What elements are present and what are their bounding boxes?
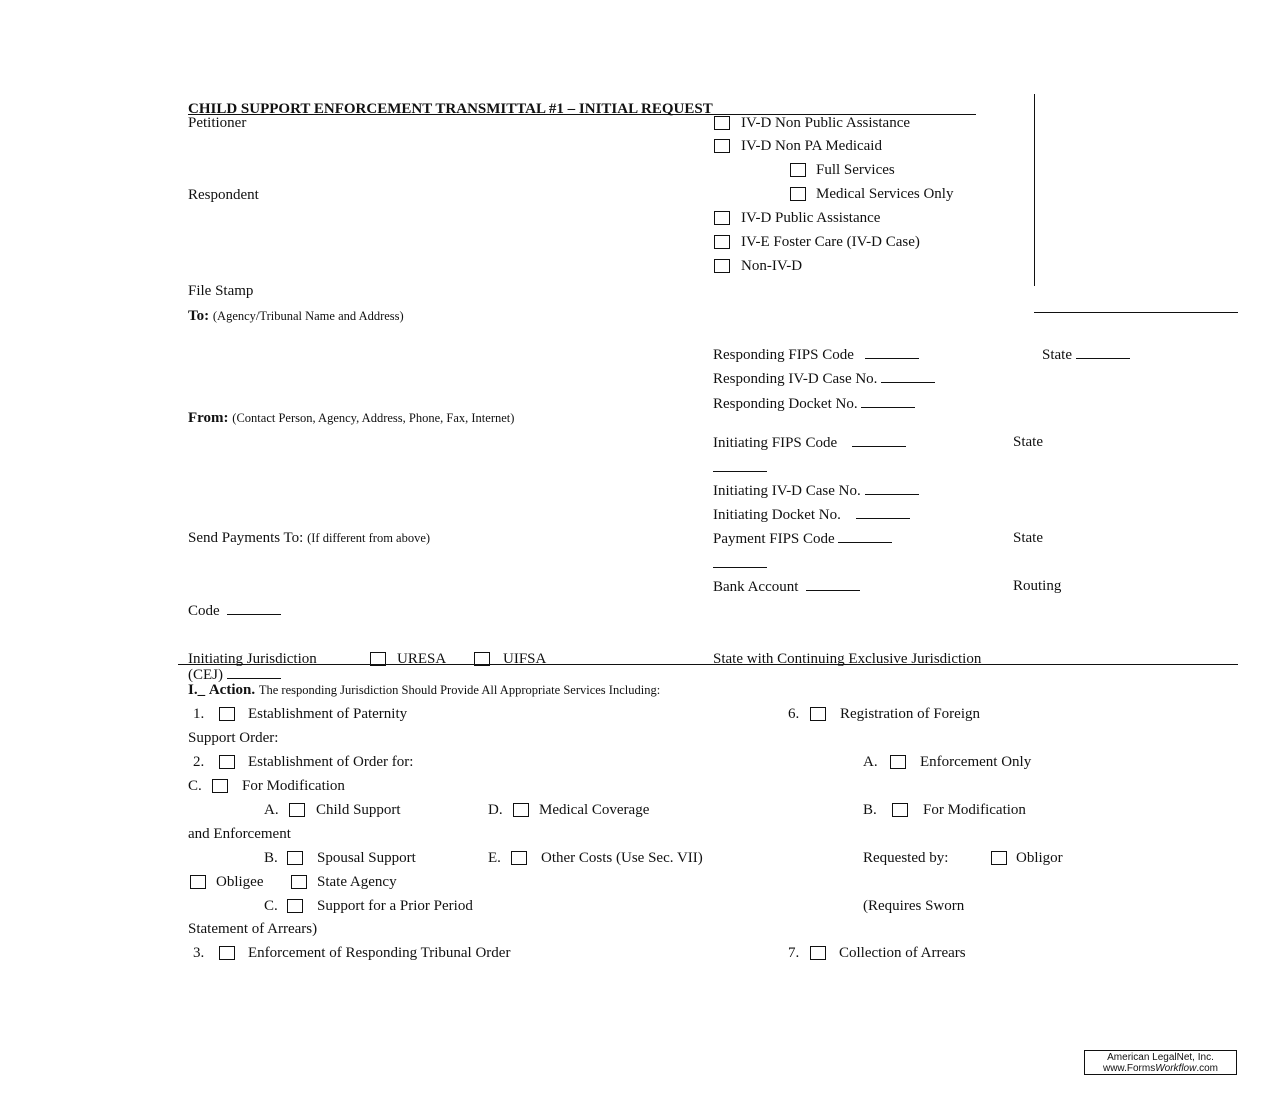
item-6-cont: Support Order:	[188, 730, 279, 746]
responding-case-label: Responding IV-D Case No.	[713, 371, 878, 387]
initiating-fips-label: Initiating FIPS Code	[713, 435, 838, 451]
item-2a-letter: A.	[264, 802, 279, 818]
item-7-label: Collection of Arrears	[839, 945, 966, 961]
from-line	[188, 409, 514, 427]
publisher-name: American LegalNet, Inc.	[1107, 1052, 1214, 1063]
action-heading: Action.	[208, 682, 256, 698]
responding-docket-label: Responding Docket No.	[713, 396, 858, 412]
case-type-label: IV-D Public Assistance	[741, 210, 881, 226]
item-6b-cont: and Enforcement	[188, 826, 291, 842]
publisher-logo	[1084, 1050, 1237, 1075]
checkbox-enforcement-responding-order[interactable]	[219, 946, 235, 960]
code-label: Code	[188, 603, 220, 619]
routing-code-line	[188, 601, 281, 620]
item-1-num: 1.	[193, 706, 205, 722]
sworn-note: (Requires Sworn	[863, 898, 965, 914]
file-stamp-label: File Stamp	[188, 283, 254, 299]
initiating-jurisdiction-label: Initiating Jurisdiction	[188, 651, 317, 667]
section-divider	[178, 664, 1238, 665]
send-payments-line	[188, 529, 430, 547]
checkbox-establishment-of-order[interactable]	[219, 755, 235, 769]
checkbox-iv-e-foster-care[interactable]	[714, 235, 730, 249]
initiating-state-label: State	[1013, 434, 1043, 450]
payment-state-label: State	[1013, 530, 1043, 546]
checkbox-non-iv-d[interactable]	[714, 259, 730, 273]
requested-by-label: Requested by:	[863, 850, 949, 866]
action-intro: The responding Jurisdiction Should Provide All Appropriate Services Including:	[258, 683, 661, 697]
cej-label: State with Continuing Exclusive Jurisdiction	[713, 651, 982, 667]
responding-docket-blank[interactable]	[861, 394, 915, 408]
bank-account-line	[713, 577, 860, 596]
responding-fips-label: Responding FIPS Code	[713, 347, 854, 363]
bank-account-blank[interactable]	[806, 577, 860, 591]
checkbox-medical-coverage[interactable]	[513, 803, 529, 817]
item-6a-letter: A.	[863, 754, 878, 770]
checkbox-other-costs[interactable]	[511, 851, 527, 865]
item-6c-label: For Modification	[242, 778, 345, 794]
case-type-label: IV-D Non PA Medicaid	[741, 138, 882, 154]
initiating-docket-line	[713, 505, 910, 524]
checkbox-collection-of-arrears[interactable]	[810, 946, 826, 960]
item-2c-label: Support for a Prior Period	[317, 898, 473, 914]
case-type-label: IV-D Non Public Assistance	[741, 115, 911, 131]
initiating-state-blank[interactable]	[713, 471, 767, 472]
to-line	[188, 307, 404, 325]
checkbox-state-agency[interactable]	[291, 875, 307, 889]
item-1-label: Establishment of Paternity	[248, 706, 408, 722]
responding-state-line	[1042, 345, 1130, 364]
to-note: (Agency/Tribunal Name and Address)	[212, 309, 404, 323]
obligee-label: Obligee	[216, 874, 264, 890]
petitioner-label: Petitioner	[188, 115, 247, 131]
routing-label: Routing	[1013, 578, 1062, 594]
send-payments-note: (If different from above)	[307, 531, 431, 545]
responding-case-line	[713, 369, 935, 388]
checkbox-registration-of-foreign[interactable]	[810, 707, 826, 721]
uifsa-label: UIFSA	[503, 651, 547, 667]
routing-code-blank[interactable]	[227, 601, 281, 615]
checkbox-enforcement-only[interactable]	[890, 755, 906, 769]
item-2d-label: Medical Coverage	[539, 802, 650, 818]
item-2e-label: Other Costs (Use Sec. VII)	[541, 850, 703, 866]
case-type-label: Full Services	[816, 162, 895, 178]
checkbox-support-prior-period[interactable]	[287, 899, 303, 913]
item-2-num: 2.	[193, 754, 205, 770]
initiating-case-line	[713, 481, 919, 500]
uresa-label: URESA	[397, 651, 447, 667]
send-payments-label: Send Payments To:	[188, 530, 304, 546]
payment-fips-label: Payment FIPS Code	[713, 531, 835, 547]
form-title: CHILD SUPPORT ENFORCEMENT TRANSMITTAL #1 – INITIAL REQUEST	[188, 101, 713, 117]
checkbox-establishment-of-paternity[interactable]	[219, 707, 235, 721]
initiating-docket-blank[interactable]	[856, 505, 910, 519]
item-7-num: 7.	[788, 945, 800, 961]
initiating-case-blank[interactable]	[865, 481, 919, 495]
payment-fips-line	[713, 529, 892, 548]
initiating-docket-label: Initiating Docket No.	[713, 507, 841, 523]
from-note: (Contact Person, Agency, Address, Phone, Fax, Internet)	[232, 411, 515, 425]
item-2d-letter: D.	[488, 802, 503, 818]
item-6c-letter: C.	[188, 778, 202, 794]
item-2a-label: Child Support	[316, 802, 401, 818]
initiating-fips-line	[713, 433, 906, 452]
item-2e-letter: E.	[488, 850, 501, 866]
item-2-label: Establishment of Order for:	[248, 754, 414, 770]
payment-fips-blank[interactable]	[838, 529, 892, 543]
case-type-label: IV-E Foster Care (IV-D Case)	[741, 234, 920, 250]
bank-account-label: Bank Account	[713, 579, 799, 595]
cej-blank[interactable]	[227, 665, 281, 679]
to-label: To:	[188, 308, 210, 324]
item-6a-label: Enforcement Only	[920, 754, 1032, 770]
responding-fips-line	[713, 345, 919, 364]
item-6b-label: For Modification	[923, 802, 1026, 818]
action-heading-num: I._	[188, 682, 206, 698]
checkbox-iv-d-non-public-assistance[interactable]	[714, 116, 730, 130]
respondent-label: Respondent	[188, 187, 259, 203]
item-6-num: 6.	[788, 706, 800, 722]
payment-state-blank[interactable]	[713, 567, 767, 568]
responding-fips-blank[interactable]	[865, 345, 919, 359]
item-6-label: Registration of Foreign	[840, 706, 980, 722]
responding-case-blank[interactable]	[881, 369, 935, 383]
checkbox-obligor[interactable]	[991, 851, 1007, 865]
checkbox-spousal-support[interactable]	[287, 851, 303, 865]
initiating-fips-blank[interactable]	[852, 433, 906, 447]
checkbox-modification-and-enforcement[interactable]	[892, 803, 908, 817]
responding-state-blank[interactable]	[1076, 345, 1130, 359]
state-label: State	[1042, 347, 1072, 363]
checkbox-obligee[interactable]	[190, 875, 206, 889]
state-agency-label: State Agency	[317, 874, 397, 890]
case-type-label: Non-IV-D	[741, 258, 803, 274]
checkbox-iv-d-non-pa-medicaid[interactable]	[714, 139, 730, 153]
item-6b-letter: B.	[863, 802, 877, 818]
cej-abbrev: (CEJ)	[188, 667, 223, 683]
item-3-label: Enforcement of Responding Tribunal Order	[248, 945, 511, 961]
sworn-note-cont: Statement of Arrears)	[188, 921, 318, 937]
item-2b-letter: B.	[264, 850, 278, 866]
publisher-url: www.FormsWorkflow.com	[1102, 1063, 1219, 1074]
checkbox-for-modification[interactable]	[212, 779, 228, 793]
item-2c-letter: C.	[264, 898, 278, 914]
responding-docket-line	[713, 394, 915, 413]
checkbox-iv-d-public-assistance[interactable]	[714, 211, 730, 225]
obligor-label: Obligor	[1016, 850, 1063, 866]
action-heading-line	[188, 681, 660, 699]
item-3-num: 3.	[193, 945, 205, 961]
checkbox-full-services[interactable]	[790, 163, 806, 177]
from-label: From:	[188, 410, 229, 426]
item-2b-label: Spousal Support	[317, 850, 416, 866]
checkbox-child-support[interactable]	[289, 803, 305, 817]
file-stamp-line	[1034, 312, 1238, 313]
initiating-case-label: Initiating IV-D Case No.	[713, 483, 861, 499]
right-divider	[1034, 94, 1035, 286]
checkbox-medical-services-only[interactable]	[790, 187, 806, 201]
case-type-label: Medical Services Only	[816, 186, 954, 202]
